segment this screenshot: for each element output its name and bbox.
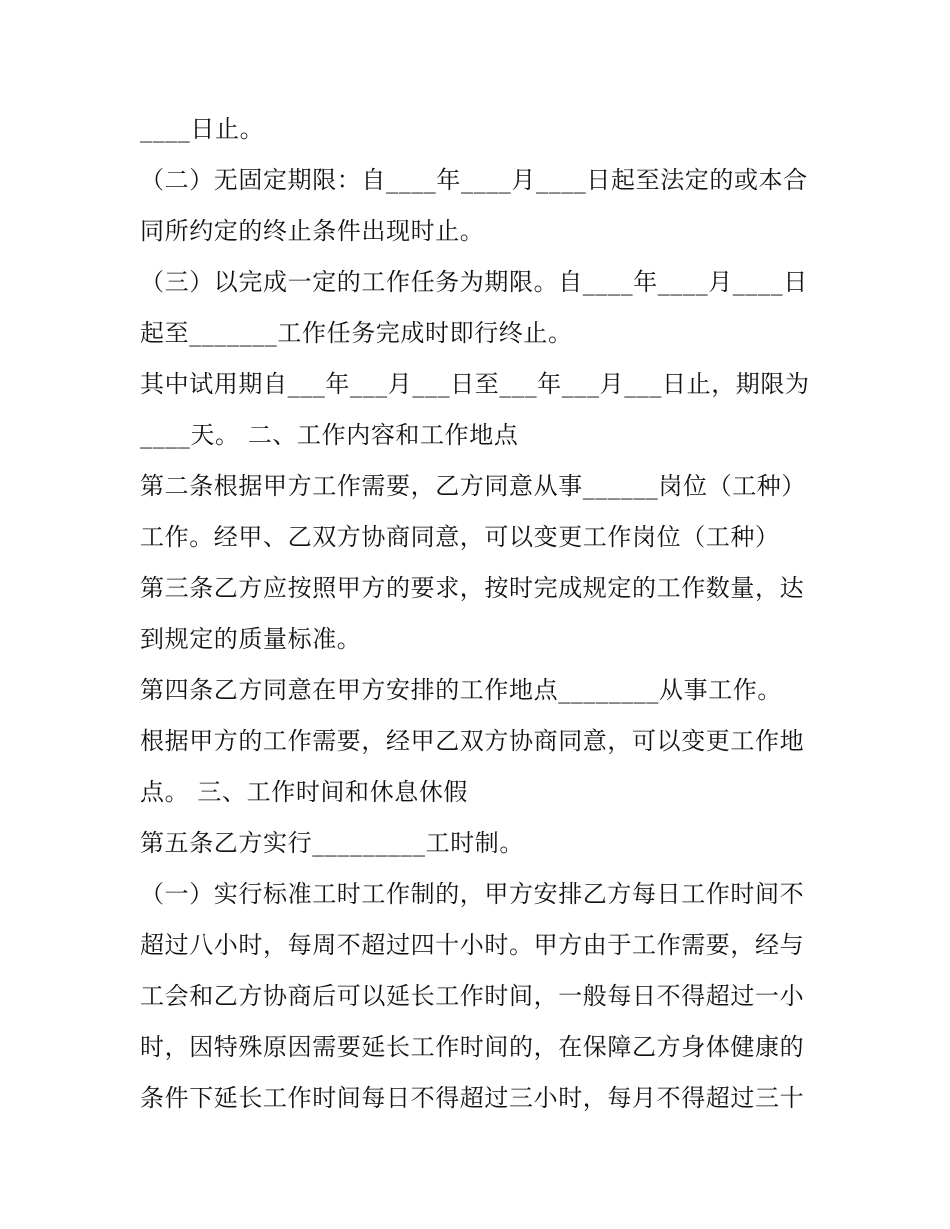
text-line: 第四条乙方同意在甲方安排的工作地点________从事工作。 [140,676,782,704]
text-line: 根据甲方的工作需要，经甲乙双方协商同意，可以变更工作地 [140,727,805,755]
contract-text-body [140,104,820,1124]
text-line: 其中试用期自___年___月___日至___年___月___日止，期限为 [140,370,810,398]
text-line: 工会和乙方协商后可以延长工作时间，一般每日不得超过一小 [140,982,805,1010]
text-line: （二）无固定期限：自____年____月____日起至法定的或本合 [140,166,808,194]
text-line: 第二条根据甲方工作需要，乙方同意从事______岗位（工种） [140,472,806,500]
text-line: 时，因特殊原因需要延长工作时间的，在保障乙方身体健康的 [140,1033,805,1061]
text-line: ____日止。 [140,115,265,143]
text-line: 超过八小时，每周不超过四十小时。甲方由于工作需要，经与 [140,931,805,959]
text-line: （一）实行标准工时工作制的，甲方安排乙方每日工作时间不 [140,880,805,908]
text-line: 条件下延长工作时间每日不得超过三小时，每月不得超过三十 [140,1084,805,1112]
text-line: （三）以完成一定的工作任务为期限。自____年____月____日 [140,268,808,296]
text-line: 到规定的质量标准。 [140,625,362,653]
text-line: 工作。经甲、乙双方协商同意，可以变更工作岗位（工种） [140,523,780,551]
text-line: 第三条乙方应按照甲方的要求，按时完成规定的工作数量，达 [140,574,805,602]
text-line: 起至_______工作任务完成时即行终止。 [140,319,573,347]
text-line: 同所约定的终止条件出现时止。 [140,217,485,245]
text-line: 第五条乙方实行_________工时制。 [140,829,524,857]
text-line: ____天。 二、工作内容和工作地点 [140,421,519,449]
text-line: 点。 三、工作时间和休息休假 [140,778,469,806]
